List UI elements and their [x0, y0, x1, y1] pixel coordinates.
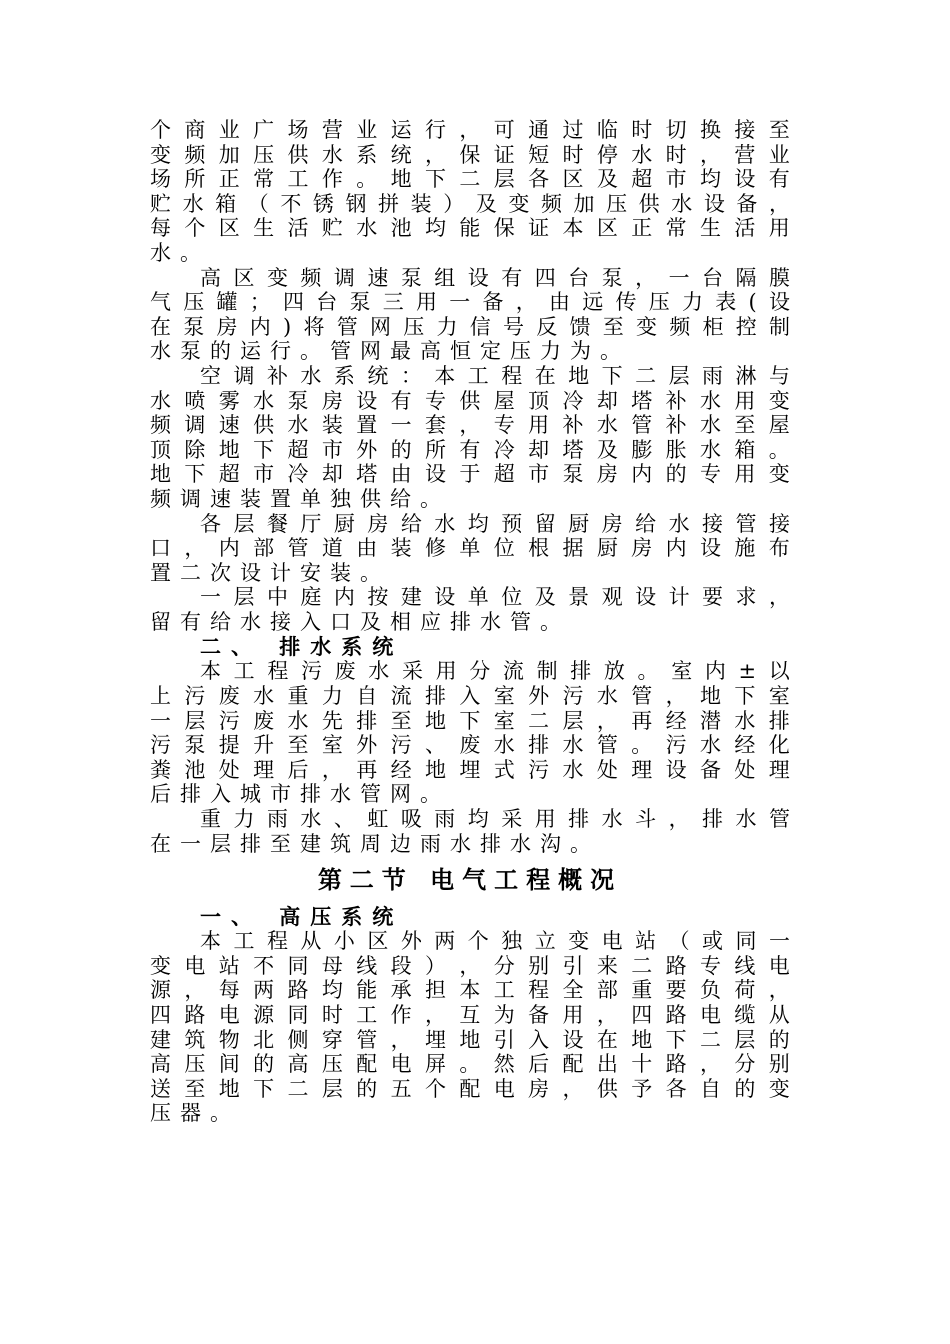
paragraph-line: 本 工 程 污 废 水 采 用 分 流 制 排 放 。 室 内 ± 以 — [200, 659, 790, 684]
paragraph-line: 口 ， 内 部 管 道 由 装 修 单 位 根 据 厨 房 内 设 施 布 — [150, 536, 790, 561]
paragraph-line: 场 所 正 常 工 作 。 地 下 二 层 各 区 及 超 市 均 设 有 — [150, 167, 790, 192]
paragraph-line: 粪 池 处 理 后 ， 再 经 地 埋 式 污 水 处 理 设 备 处 理 — [150, 757, 790, 782]
paragraph-line: 在 泵 房 内 ) 将 管 网 压 力 信 号 反 馈 至 变 频 柜 控 制 — [150, 314, 790, 339]
paragraph-line: 个 商 业 广 场 营 业 运 行 ， 可 通 过 临 时 切 换 接 至 — [150, 118, 790, 142]
paragraph-line: 高 区 变 频 调 速 泵 组 设 有 四 台 泵 ， 一 台 隔 膜 — [200, 265, 790, 290]
paragraph-line: 变 频 加 压 供 水 系 统 ， 保 证 短 时 停 水 时 ， 营 业 — [150, 142, 790, 167]
section-title: 第二节 电气工程概况 — [317, 865, 623, 895]
paragraph-line: 重 力 雨 水 、 虹 吸 雨 均 采 用 排 水 斗 ， 排 水 管 — [200, 807, 790, 832]
paragraph-line: 四 路 电 源 同 时 工 作 ， 互 为 备 用 ， 四 路 电 缆 从 — [150, 1003, 790, 1027]
document-page — [150, 118, 790, 1126]
paragraph-line: 地 下 超 市 冷 却 塔 由 设 于 超 市 泵 房 内 的 专 用 变 — [150, 462, 790, 487]
paragraph-line: 频 调 速 供 水 装 置 一 套 ， 专 用 补 水 管 补 水 至 屋 — [150, 413, 790, 438]
paragraph-last-line: 水泵的运行。管网最高恒定压力为。 — [150, 339, 630, 364]
paragraph-line: 空 调 补 水 系 统 ： 本 工 程 在 地 下 二 层 雨 淋 与 — [200, 363, 790, 388]
paragraph-line: 送 至 地 下 二 层 的 五 个 配 电 房 ， 供 予 各 自 的 变 — [150, 1076, 790, 1101]
paragraph-last-line: 在一层排至建筑周边雨水排水沟。 — [150, 831, 600, 856]
paragraph-last-line: 置二次设计安装。 — [150, 560, 390, 585]
paragraph-last-line: 频调速装置单独供给。 — [150, 486, 450, 511]
subsection-heading: 一、 高压系统 — [200, 904, 404, 930]
paragraph-line: 本 工 程 从 小 区 外 两 个 独 立 变 电 站 （ 或 同 一 — [200, 929, 790, 954]
paragraph-line: 高 压 间 的 高 压 配 电 屏 。 然 后 配 出 十 路 ， 分 别 — [150, 1052, 790, 1077]
paragraph-line: 污 泵 提 升 至 室 外 污 、 废 水 排 水 管 。 污 水 经 化 — [150, 733, 790, 758]
paragraph-last-line: 后排入城市排水管网。 — [150, 782, 450, 807]
paragraph-line: 上 污 废 水 重 力 自 流 排 入 室 外 污 水 管 ， 地 下 室 — [150, 684, 790, 709]
paragraph-line: 水 喷 雾 水 泵 房 设 有 专 供 屋 顶 冷 却 塔 补 水 用 变 — [150, 388, 790, 413]
paragraph-line: 每 个 区 生 活 贮 水 池 均 能 保 证 本 区 正 常 生 活 用 — [150, 216, 790, 241]
paragraph-line: 一 层 中 庭 内 按 建 设 单 位 及 景 观 设 计 要 求 ， — [200, 585, 790, 610]
paragraph-last-line: 留有给水接入口及相应排水管。 — [150, 609, 570, 634]
subsection-heading: 二、 排水系统 — [200, 634, 404, 660]
paragraph-line: 建 筑 物 北 侧 穿 管 ， 埋 地 引 入 设 在 地 下 二 层 的 — [150, 1027, 790, 1052]
paragraph-last-line: 水。 — [150, 240, 210, 265]
paragraph-line: 贮 水 箱 （ 不 锈 钢 拼 装 ） 及 变 频 加 压 供 水 设 备 ， — [150, 191, 790, 216]
paragraph-line: 源 ， 每 两 路 均 能 承 担 本 工 程 全 部 重 要 负 荷 ， — [150, 978, 790, 1003]
paragraph-line: 顶 除 地 下 超 市 外 的 所 有 冷 却 塔 及 膨 胀 水 箱 。 — [150, 437, 790, 462]
paragraph-line: 各 层 餐 厅 厨 房 给 水 均 预 留 厨 房 给 水 接 管 接 — [200, 511, 790, 536]
paragraph-line: 气 压 罐 ； 四 台 泵 三 用 一 备 ， 由 远 传 压 力 表 ( 设 — [150, 290, 790, 315]
paragraph-last-line: 压器。 — [150, 1101, 240, 1126]
paragraph-line: 变 电 站 不 同 母 线 段 ） ， 分 别 引 来 二 路 专 线 电 — [150, 953, 790, 978]
paragraph-line: 一 层 污 废 水 先 排 至 地 下 室 二 层 ， 再 经 潜 水 排 — [150, 708, 790, 733]
